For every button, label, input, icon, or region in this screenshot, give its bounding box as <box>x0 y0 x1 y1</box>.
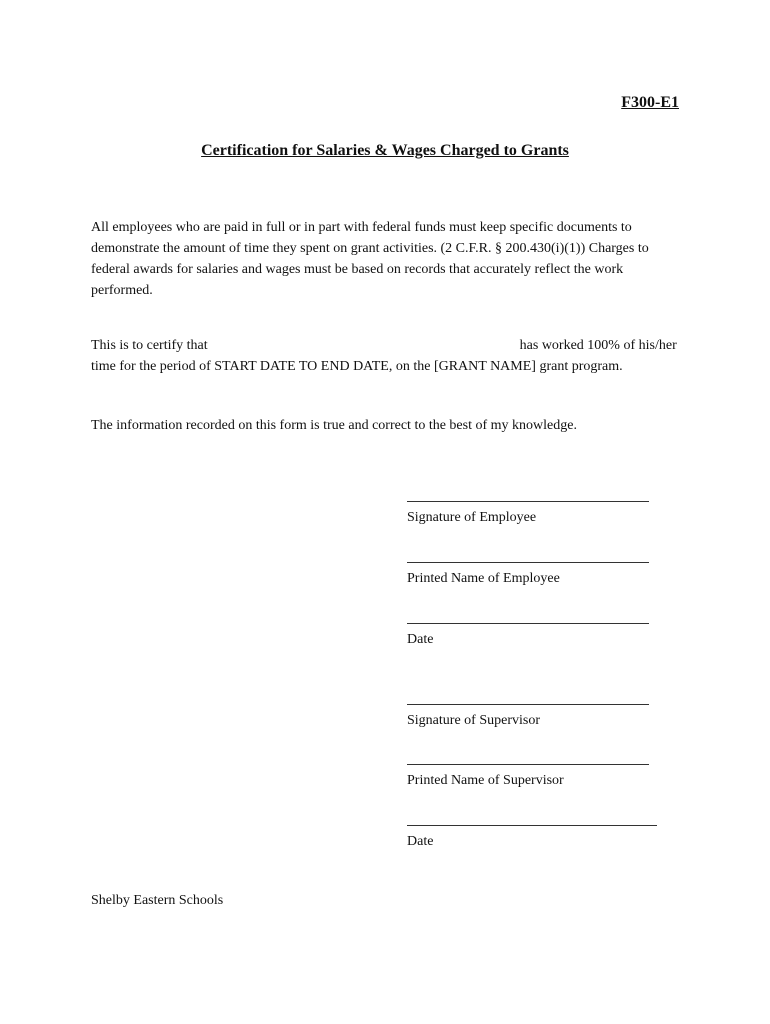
supervisor-date-label: Date <box>407 834 434 849</box>
employee-printed-name-label: Printed Name of Employee <box>407 571 560 586</box>
signature-line <box>407 501 649 502</box>
attestation-paragraph: The information recorded on this form is true and correct to the best of my knowledge. <box>91 418 577 433</box>
supervisor-signature-label: Signature of Supervisor <box>407 713 540 728</box>
intro-paragraph: All employees who are paid in full or in part with federal funds must keep specific documents to demonstrate the amount of time they spent on grant activities. (2 C.F.R. § 200.430(i)(1)) Charges to federal awards for salaries and wages must be based on records that accurately reflect the work performed. <box>91 220 649 298</box>
supervisor-signature-block <box>407 704 649 729</box>
certification-paragraph <box>91 335 686 377</box>
cert-suffix: has worked 100% of his/her time for the period of START DATE TO END DATE, on the [GRANT NAME] grant program. <box>91 338 677 374</box>
signature-line <box>407 704 649 705</box>
employee-signature-label: Signature of Employee <box>407 510 537 525</box>
employee-date-label: Date <box>407 632 434 647</box>
signature-line <box>407 825 657 826</box>
supervisor-date-block <box>407 825 657 850</box>
cert-prefix: This is to certify that <box>91 338 208 353</box>
signature-line <box>407 562 649 563</box>
form-id: F300-E1 <box>621 94 679 111</box>
employee-printed-name-block <box>407 562 649 587</box>
employee-date-block <box>407 623 649 648</box>
organization-name: Shelby Eastern Schools <box>91 893 224 908</box>
signature-line <box>407 764 649 765</box>
supervisor-printed-name-label: Printed Name of Supervisor <box>407 773 564 788</box>
signature-line <box>407 623 649 624</box>
document-title: Certification for Salaries & Wages Charged to Grants <box>201 142 569 159</box>
employee-signature-block <box>407 501 649 526</box>
supervisor-printed-name-block <box>407 764 649 789</box>
